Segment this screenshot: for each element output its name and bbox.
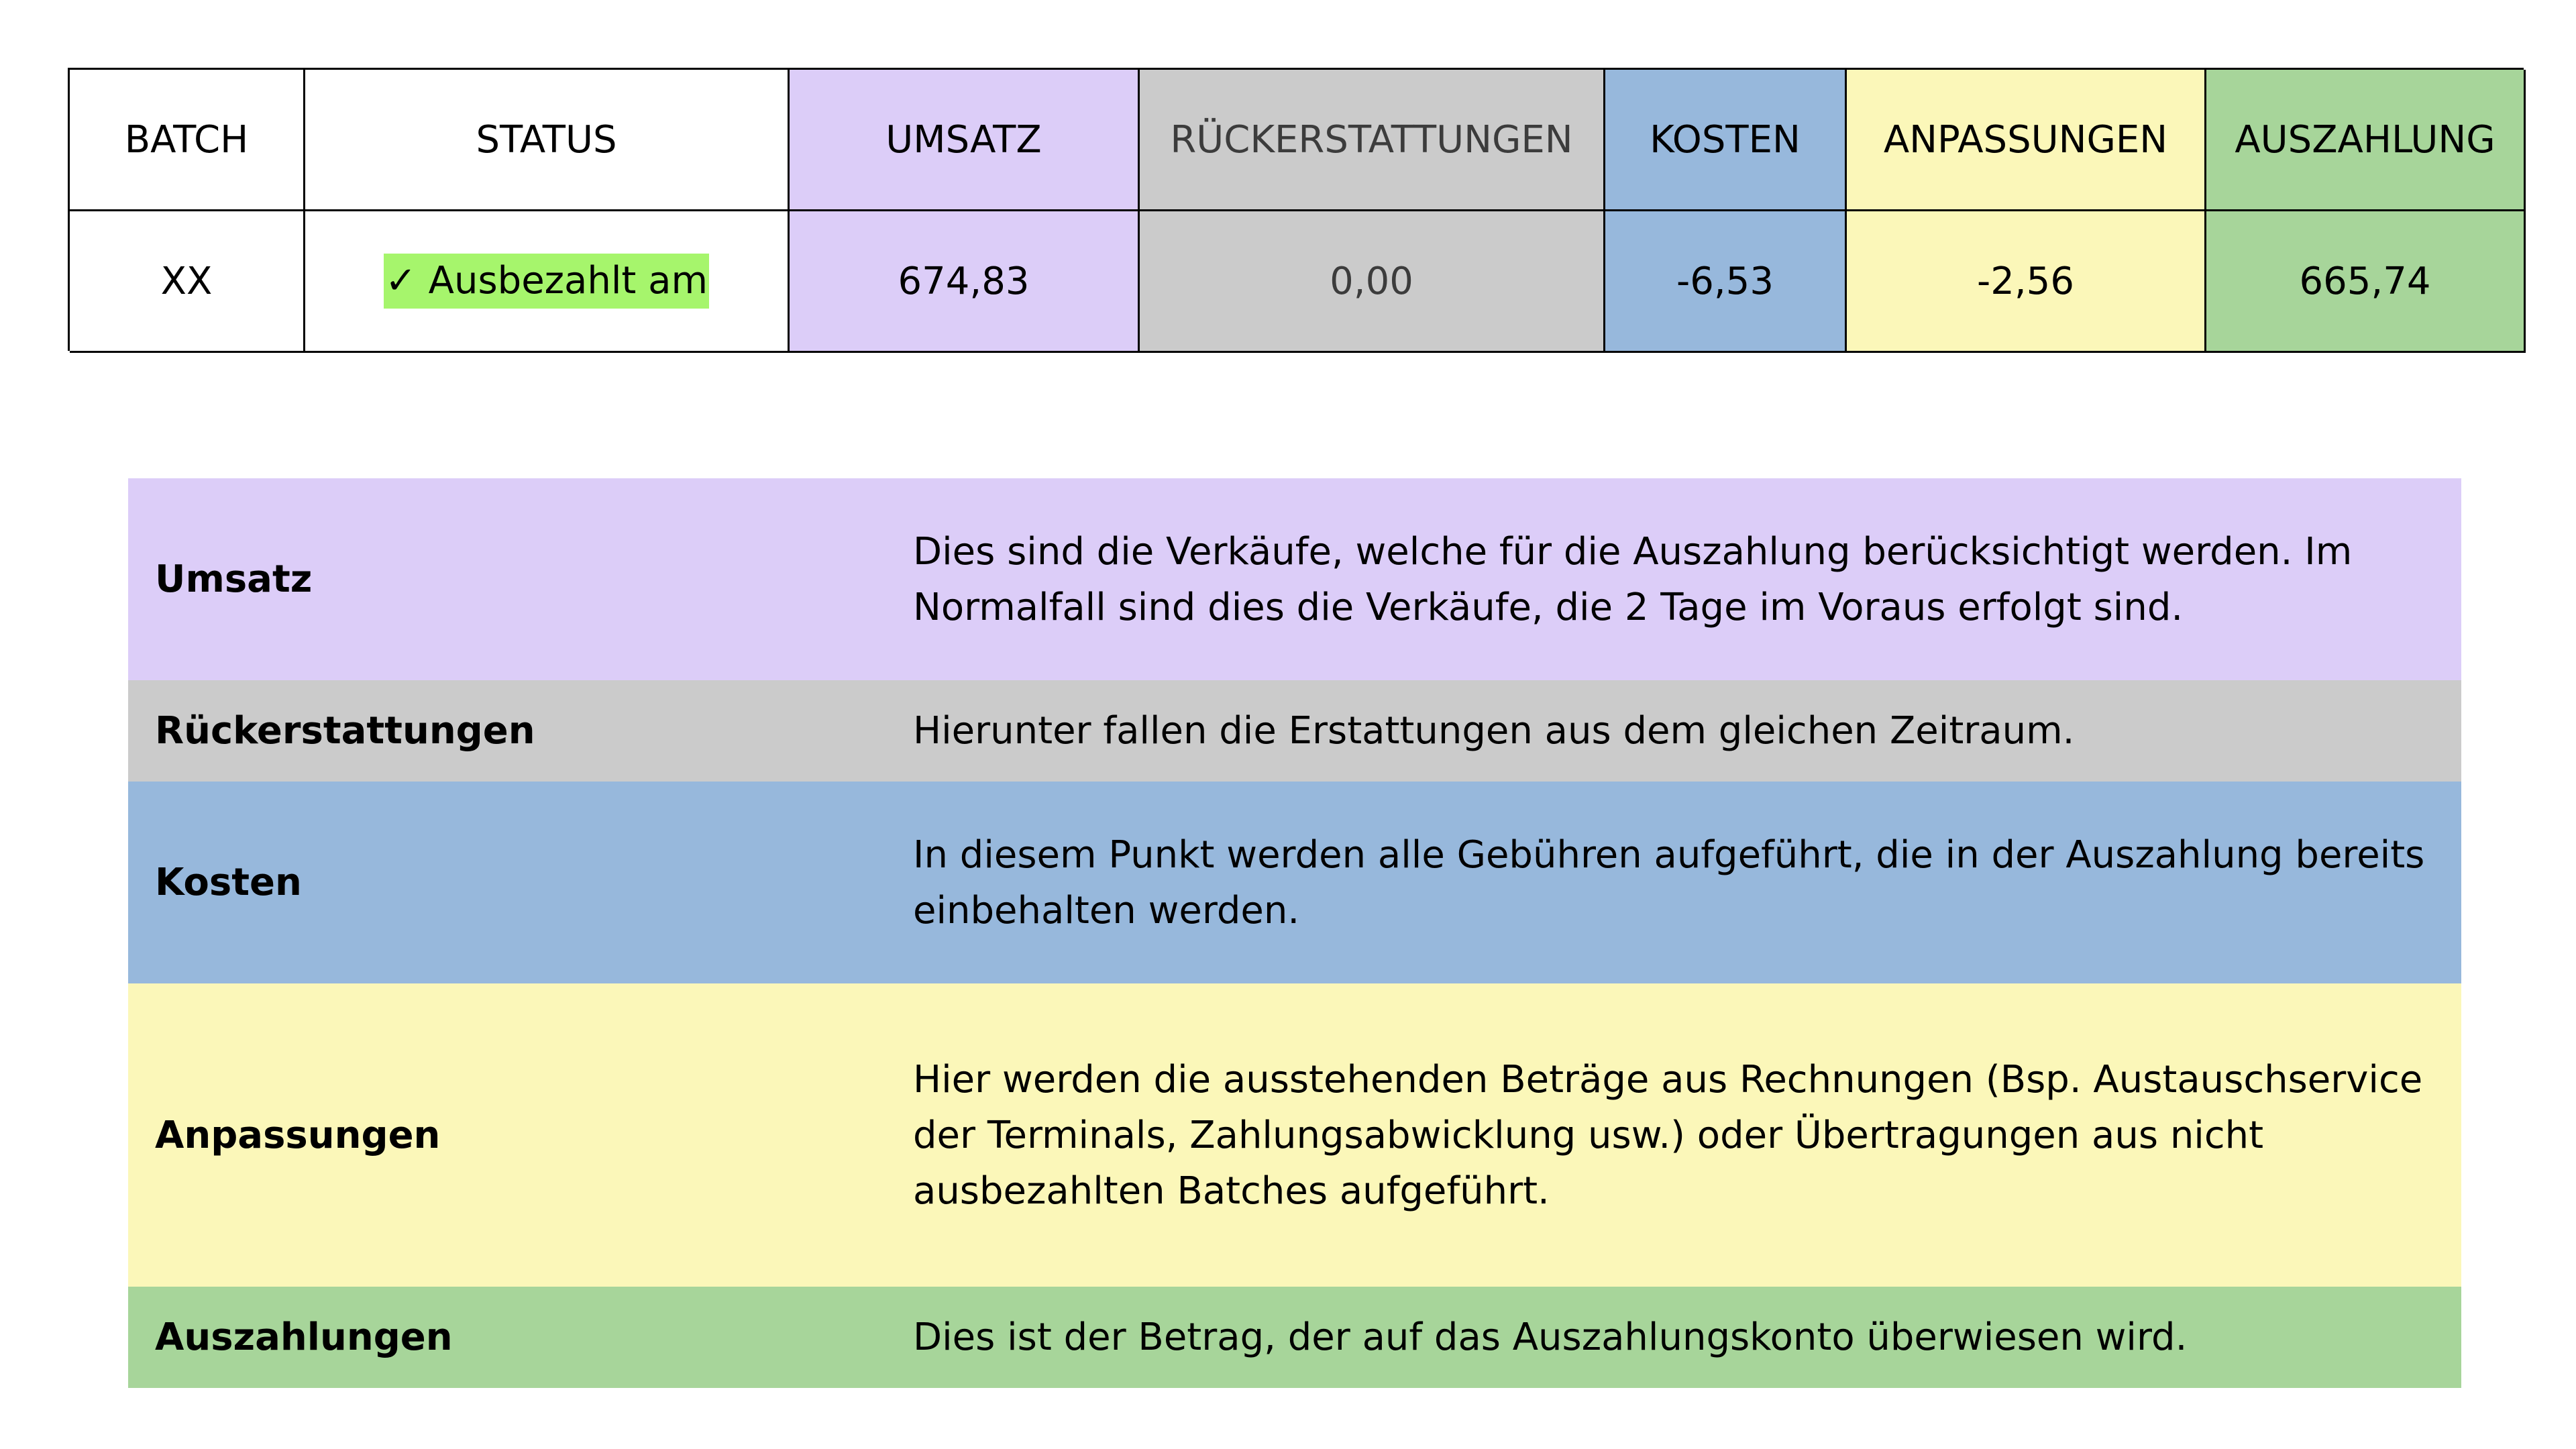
header-batch: BATCH (70, 70, 305, 211)
legend-term: Kosten (155, 861, 302, 904)
legend-row-anpassungen (128, 983, 2461, 1287)
status-badge: ✓ Ausbezahlt am (384, 254, 709, 309)
header-umsatz: UMSATZ (790, 70, 1140, 211)
header-rueckerstattungen: RÜCKERSTATTUNGEN (1140, 70, 1605, 211)
batch-table (68, 68, 2524, 351)
legend-term: Umsatz (155, 557, 313, 601)
legend-term: Rückerstattungen (155, 709, 535, 753)
legend-row-rueckerstattungen (128, 680, 2461, 782)
cell-status (305, 211, 790, 353)
cell-rueckerstattungen: 0,00 (1140, 211, 1605, 353)
header-kosten: KOSTEN (1605, 70, 1847, 211)
cell-batch: XX (70, 211, 305, 353)
legend-row-auszahlungen (128, 1287, 2461, 1388)
legend-term: Anpassungen (155, 1113, 441, 1157)
cell-kosten: -6,53 (1605, 211, 1847, 353)
legend-row-kosten (128, 782, 2461, 983)
header-status: STATUS (305, 70, 790, 211)
header-anpassungen: ANPASSUNGEN (1847, 70, 2206, 211)
legend-table (128, 478, 2461, 1388)
legend-row-umsatz (128, 478, 2461, 680)
header-auszahlung: AUSZAHLUNG (2206, 70, 2526, 211)
legend-term: Auszahlungen (155, 1316, 453, 1359)
legend-desc: Dies sind die Verkäufe, welche für die Auszahlung berücksichtigt werden. Im Normalfall sind dies die Verkäufe, die 2 Tage im Voraus erfolgt sind. (913, 529, 2353, 629)
legend-desc: Hierunter fallen die Erstattungen aus dem gleichen Zeitraum. (913, 709, 2075, 753)
cell-auszahlung: 665,74 (2206, 211, 2526, 353)
cell-umsatz: 674,83 (790, 211, 1140, 353)
cell-anpassungen: -2,56 (1847, 211, 2206, 353)
legend-desc: Dies ist der Betrag, der auf das Auszahlungskonto überwiesen wird. (913, 1316, 2188, 1359)
legend-desc: In diesem Punkt werden alle Gebühren aufgeführt, die in der Auszahlung bereits einbehalten werden. (913, 833, 2425, 932)
legend-desc: Hier werden die ausstehenden Beträge aus Rechnungen (Bsp. Austauschservice der Terminals, Zahlungsabwicklung usw.) oder Übertragungen aus nicht ausbezahlten Batches aufgeführt. (913, 1057, 2423, 1213)
